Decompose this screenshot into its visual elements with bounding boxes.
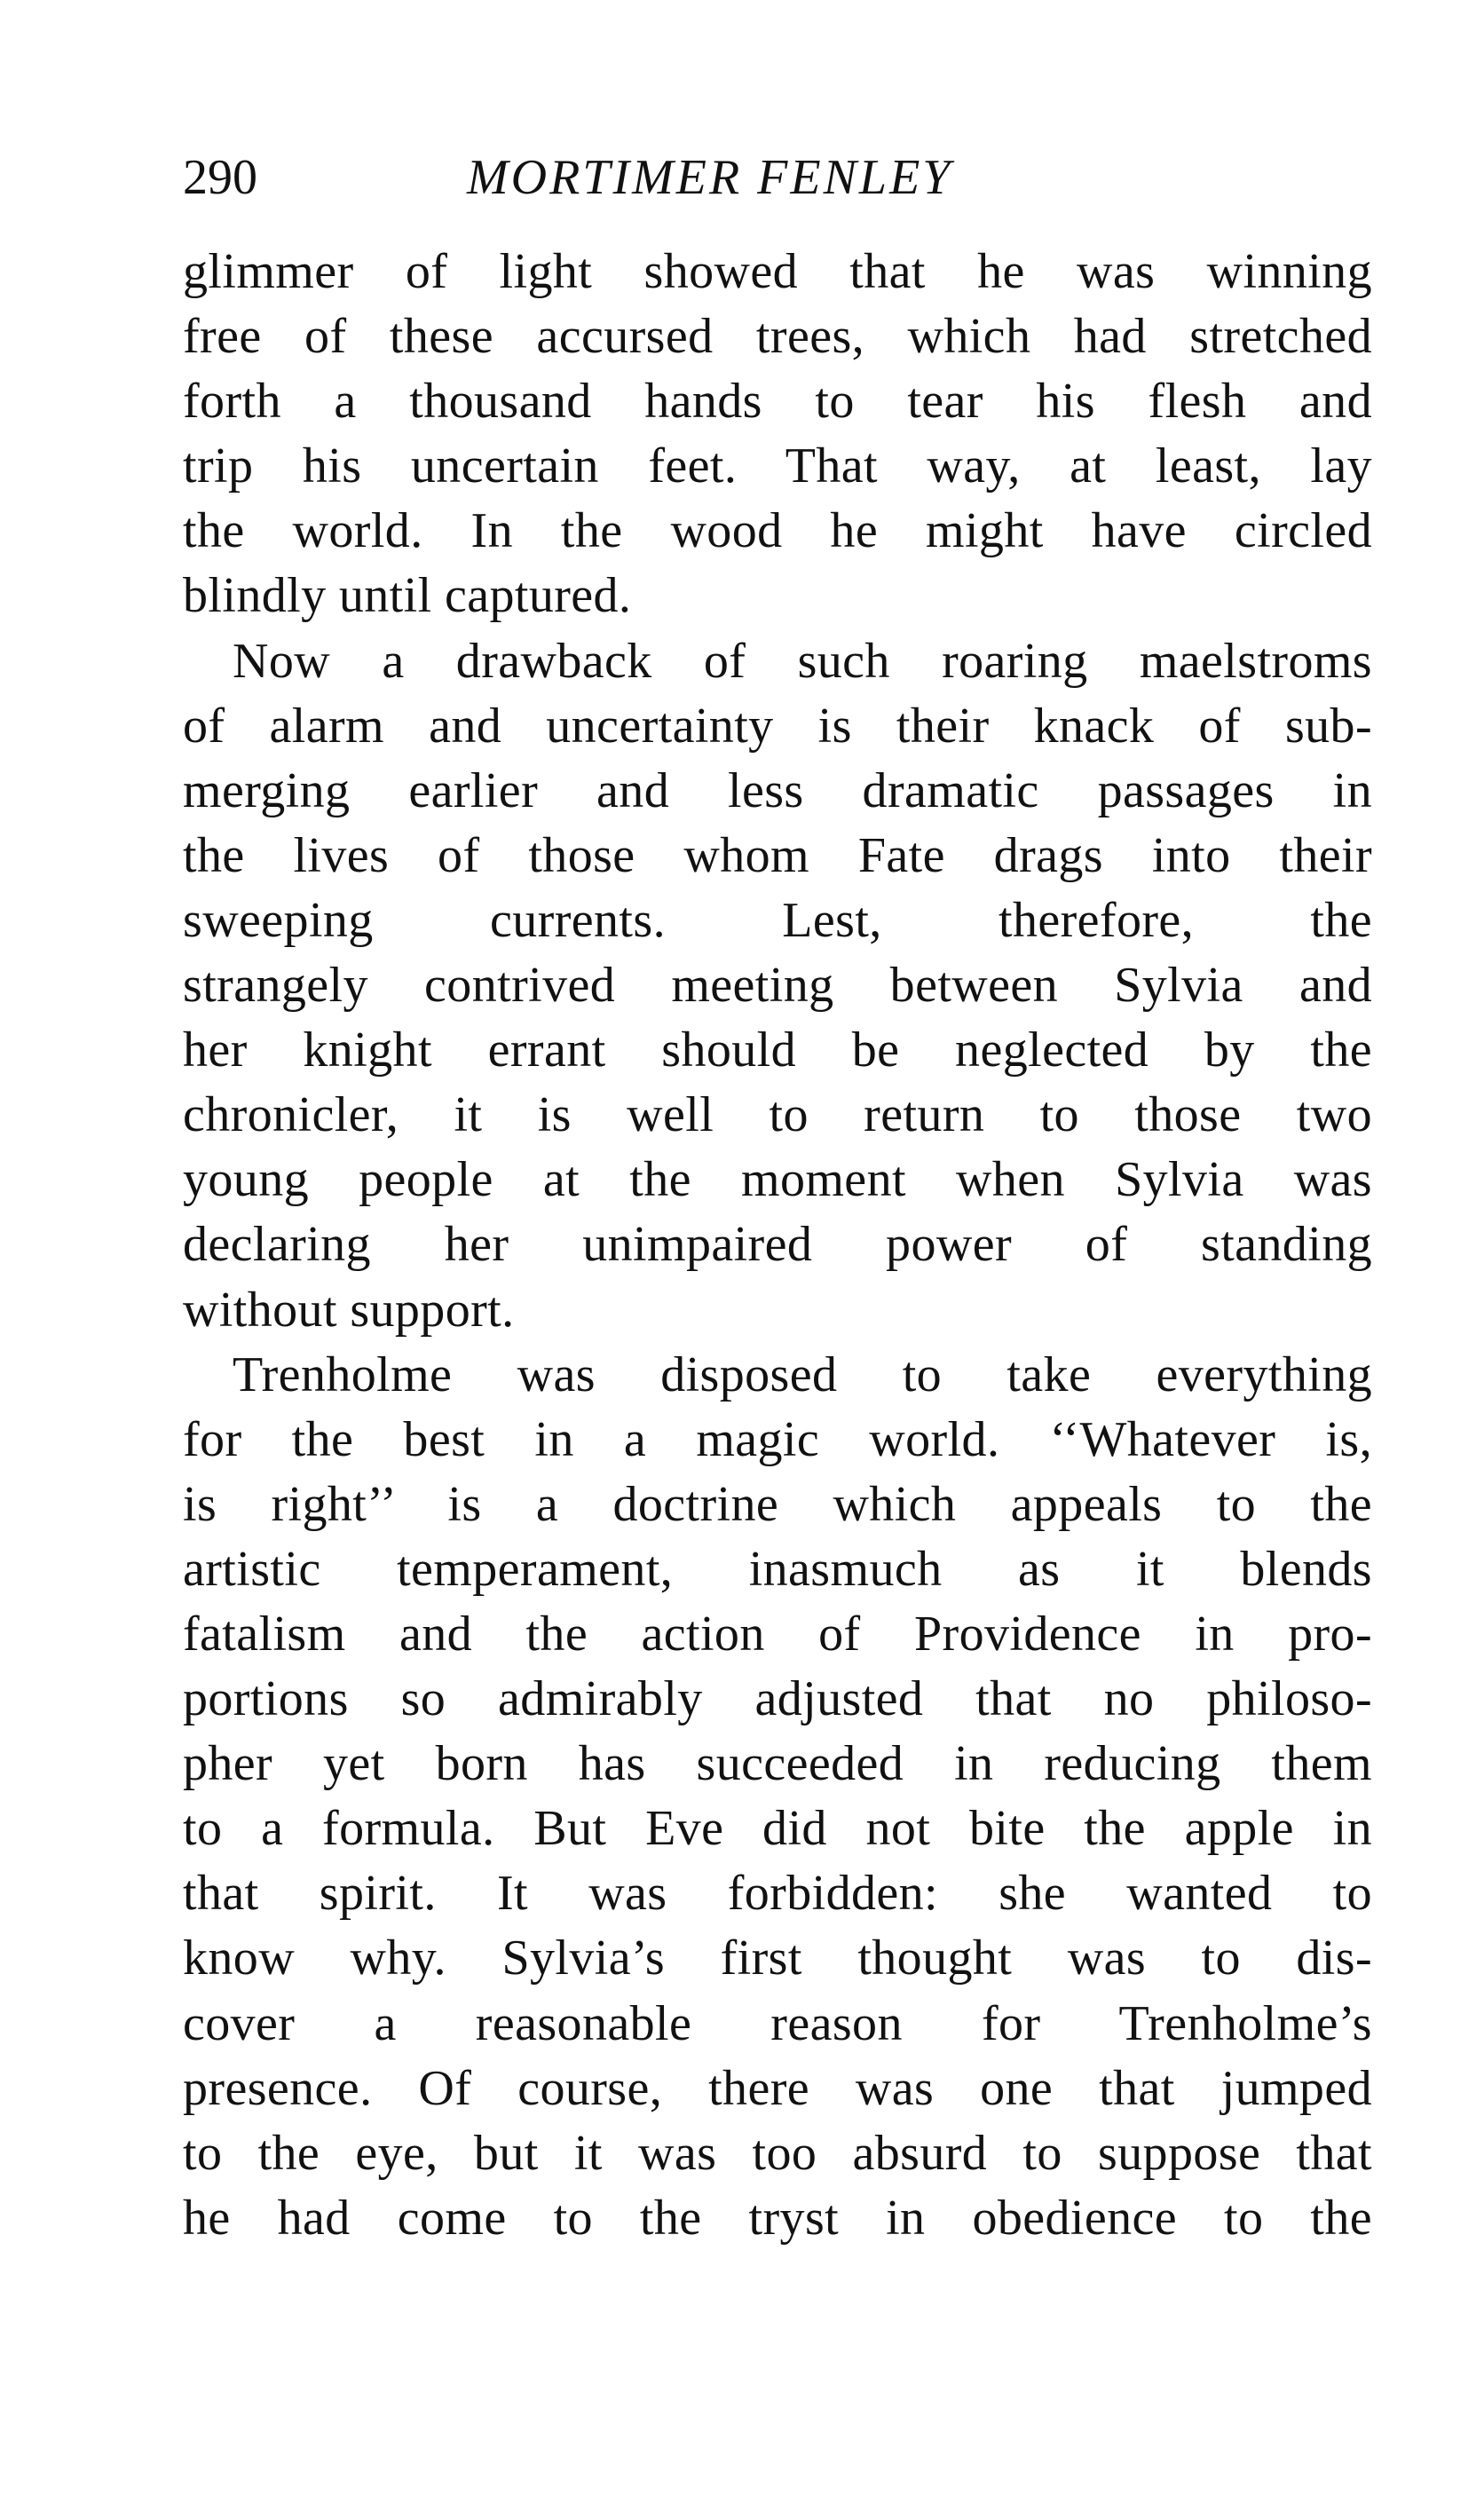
text-line: cover a reasonable reason for Trenholme’s xyxy=(183,1995,1372,2051)
paragraph xyxy=(183,1343,1372,2251)
text-line: know why. Sylvia’s first thought was to dis- xyxy=(183,1931,1372,1986)
text-line: free of these accursed trees, which had stretched xyxy=(183,309,1372,365)
text-line: merging earlier and less dramatic passages in xyxy=(183,762,1372,818)
text-line: pher yet born has succeeded in reducing them xyxy=(183,1736,1372,1792)
text-line: he had come to the tryst in obedience to the xyxy=(183,2190,1372,2246)
paragraph xyxy=(183,629,1372,1343)
text-line: sweeping currents. Lest, therefore, the xyxy=(183,892,1372,948)
text-line: glimmer of light showed that he was winning xyxy=(183,244,1372,299)
text-line: without support. xyxy=(183,1282,515,1338)
text-line: strangely contrived meeting between Sylvia and xyxy=(183,958,1372,1014)
text-line: that spirit. It was forbidden: she wanted to xyxy=(183,1866,1372,1922)
text-line: the world. In the wood he might have circled xyxy=(183,503,1372,559)
text-line: forth a thousand hands to tear his flesh and xyxy=(183,374,1372,430)
running-title: MORTIMER FENLEY xyxy=(467,150,953,205)
text-line: young people at the moment when Sylvia was xyxy=(183,1152,1372,1208)
text-line: to a formula. But Eve did not bite the apple in xyxy=(183,1801,1372,1857)
text-line: declaring her unimpaired power of standing xyxy=(183,1217,1372,1273)
text-line: trip his uncertain feet. That way, at least, lay xyxy=(183,438,1372,494)
text-line: presence. Of course, there was one that jumped xyxy=(183,2060,1372,2116)
text-line: Trenholme was disposed to take everything xyxy=(233,1346,1372,1402)
paragraph xyxy=(183,240,1372,629)
text-line: Now a drawback of such roaring maelstroms xyxy=(233,633,1372,689)
text-line: portions so admirably adjusted that no philoso- xyxy=(183,1671,1372,1727)
text-line: chronicler, it is well to return to those two xyxy=(183,1087,1372,1143)
page-number: 290 xyxy=(183,150,257,205)
text-line: of alarm and uncertainty is their knack of sub- xyxy=(183,698,1372,754)
text-line: artistic temperament, inasmuch as it blends xyxy=(183,1541,1372,1597)
text-line: to the eye, but it was too absurd to suppose that xyxy=(183,2125,1372,2181)
text-line: for the best in a magic world. ‘‘Whatever is, xyxy=(183,1411,1372,1467)
text-line: fatalism and the action of Providence in pro- xyxy=(183,1606,1372,1662)
running-head xyxy=(183,142,1372,213)
text-line: blindly until captured. xyxy=(183,568,632,624)
text-line: her knight errant should be neglected by the xyxy=(183,1023,1372,1078)
text-line: the lives of those whom Fate drags into their xyxy=(183,827,1372,883)
body-text xyxy=(183,240,1372,2251)
text-line: is right’’ is a doctrine which appeals to the xyxy=(183,1476,1372,1532)
